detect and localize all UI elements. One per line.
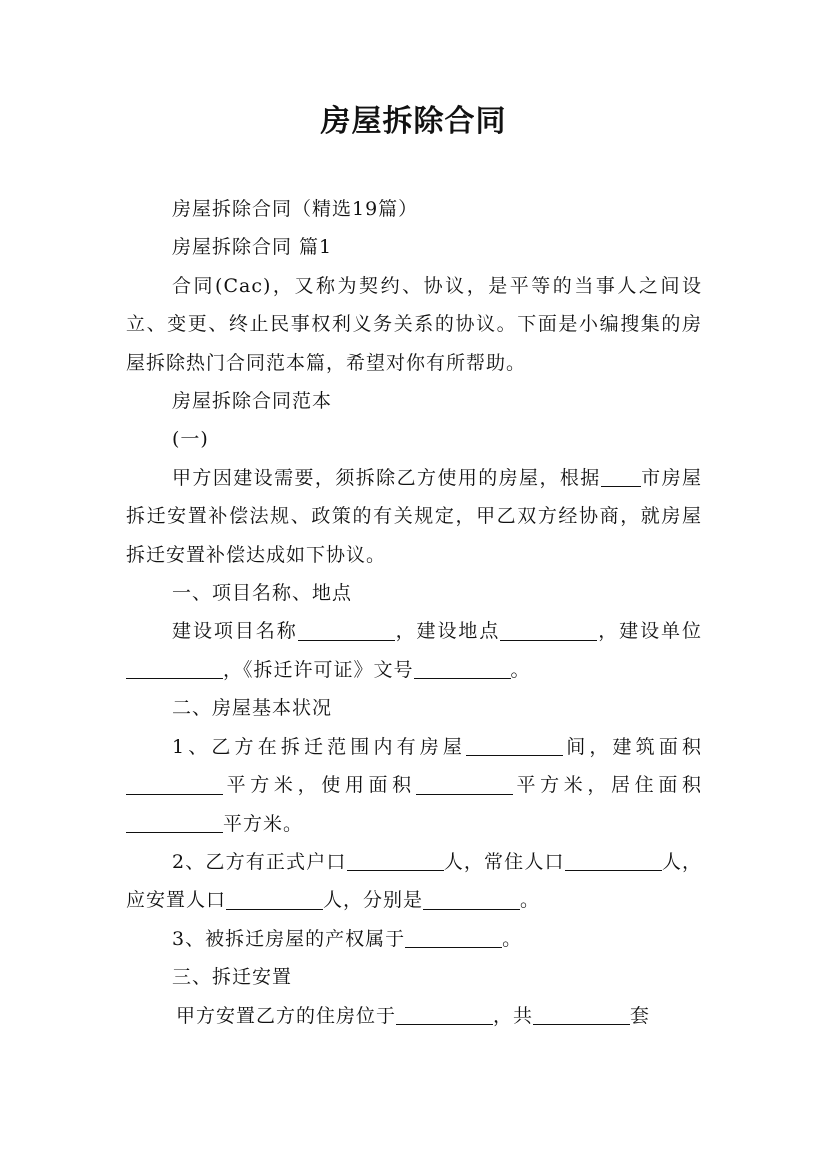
permit-number-label: ，《拆迁许可证》文号 bbox=[223, 658, 414, 681]
permit-number-blank bbox=[414, 658, 511, 679]
housing-count-label: ，共 bbox=[493, 1004, 534, 1027]
project-location-blank bbox=[500, 620, 597, 641]
permanent-residents-label: 人，常住人口 bbox=[443, 850, 565, 873]
builder-label: ，建设单位 bbox=[597, 620, 702, 643]
preamble-text-start: 甲方因建设需要，须拆除乙方使用的房屋，根据 bbox=[172, 466, 601, 489]
paragraph-subtitle: 房屋拆除合同（精选19篇） bbox=[172, 198, 419, 220]
project-details-end: 。 bbox=[510, 658, 531, 681]
preamble-text-end: 市房屋拆迁安置补偿法规、政策的有关规定，甲乙双方经协商，就房屋拆迁安置补偿达成如下协议。 bbox=[126, 466, 702, 566]
paragraph-sample-heading: 房屋拆除合同范本 bbox=[172, 390, 333, 413]
project-location-label: ，建设地点 bbox=[394, 620, 501, 643]
paragraph-heading-project: 一、项目名称、地点 bbox=[172, 582, 353, 605]
paragraph-part-one: (一) bbox=[172, 428, 209, 451]
paragraph-resettlement-housing bbox=[126, 997, 702, 1035]
building-area-blank bbox=[126, 774, 223, 795]
living-area-blank bbox=[126, 812, 223, 833]
city-blank bbox=[601, 466, 641, 487]
household-end: 。 bbox=[520, 889, 541, 912]
building-area-label: 间，建筑面积 bbox=[563, 735, 702, 758]
house-area-end: 平方米。 bbox=[223, 812, 304, 835]
paragraph-heading-resettlement: 三、拆迁安置 bbox=[172, 966, 293, 989]
housing-unit-label: 套 bbox=[630, 1004, 651, 1027]
resettled-persons-label: 人，应安置人口 bbox=[126, 850, 702, 912]
paragraph-heading-house-status: 二、房屋基本状况 bbox=[172, 697, 333, 720]
document-body bbox=[126, 190, 702, 1035]
ownership-end: 。 bbox=[502, 927, 523, 950]
housing-count-blank bbox=[533, 1004, 630, 1025]
project-name-blank bbox=[298, 620, 395, 641]
paragraph-intro: 合同(Cac)，又称为契约、协议，是平等的当事人之间设立、变更、终止民事权利义务关系的协议。下面是小编搜集的房屋拆除热门合同范本篇，希望对你有所帮助。 bbox=[126, 274, 702, 374]
house-rooms-blank bbox=[466, 735, 563, 756]
registered-residents-blank bbox=[347, 850, 444, 871]
ownership-label: 3、被拆迁房屋的产权属于 bbox=[172, 927, 406, 950]
ownership-blank bbox=[405, 927, 502, 948]
paragraph-ownership bbox=[126, 920, 702, 958]
paragraph-project-details bbox=[126, 612, 702, 689]
project-name-label: 建设项目名称 bbox=[172, 620, 298, 643]
resettled-persons-blank bbox=[226, 889, 323, 910]
living-area-label: 平方米，居住面积 bbox=[512, 774, 702, 797]
paragraph-section-heading: 房屋拆除合同 篇1 bbox=[172, 236, 333, 259]
persons-names-label: 人，分别是 bbox=[323, 889, 424, 912]
usable-area-blank bbox=[416, 774, 513, 795]
persons-names-blank bbox=[423, 889, 520, 910]
paragraph-household bbox=[126, 843, 702, 920]
builder-blank bbox=[126, 658, 223, 679]
paragraph-house-area bbox=[126, 728, 702, 843]
paragraph-preamble bbox=[126, 459, 702, 574]
house-rooms-label: 1、乙方在拆迁范围内有房屋 bbox=[172, 735, 467, 758]
permanent-residents-blank bbox=[565, 850, 662, 871]
document-title: 房屋拆除合同 bbox=[320, 104, 507, 139]
housing-location-label: 甲方安置乙方的住房位于 bbox=[176, 1004, 397, 1027]
housing-location-blank bbox=[396, 1004, 493, 1025]
registered-residents-label: 2、乙方有正式户口 bbox=[172, 850, 347, 873]
usable-area-label: 平方米，使用面积 bbox=[223, 774, 416, 797]
